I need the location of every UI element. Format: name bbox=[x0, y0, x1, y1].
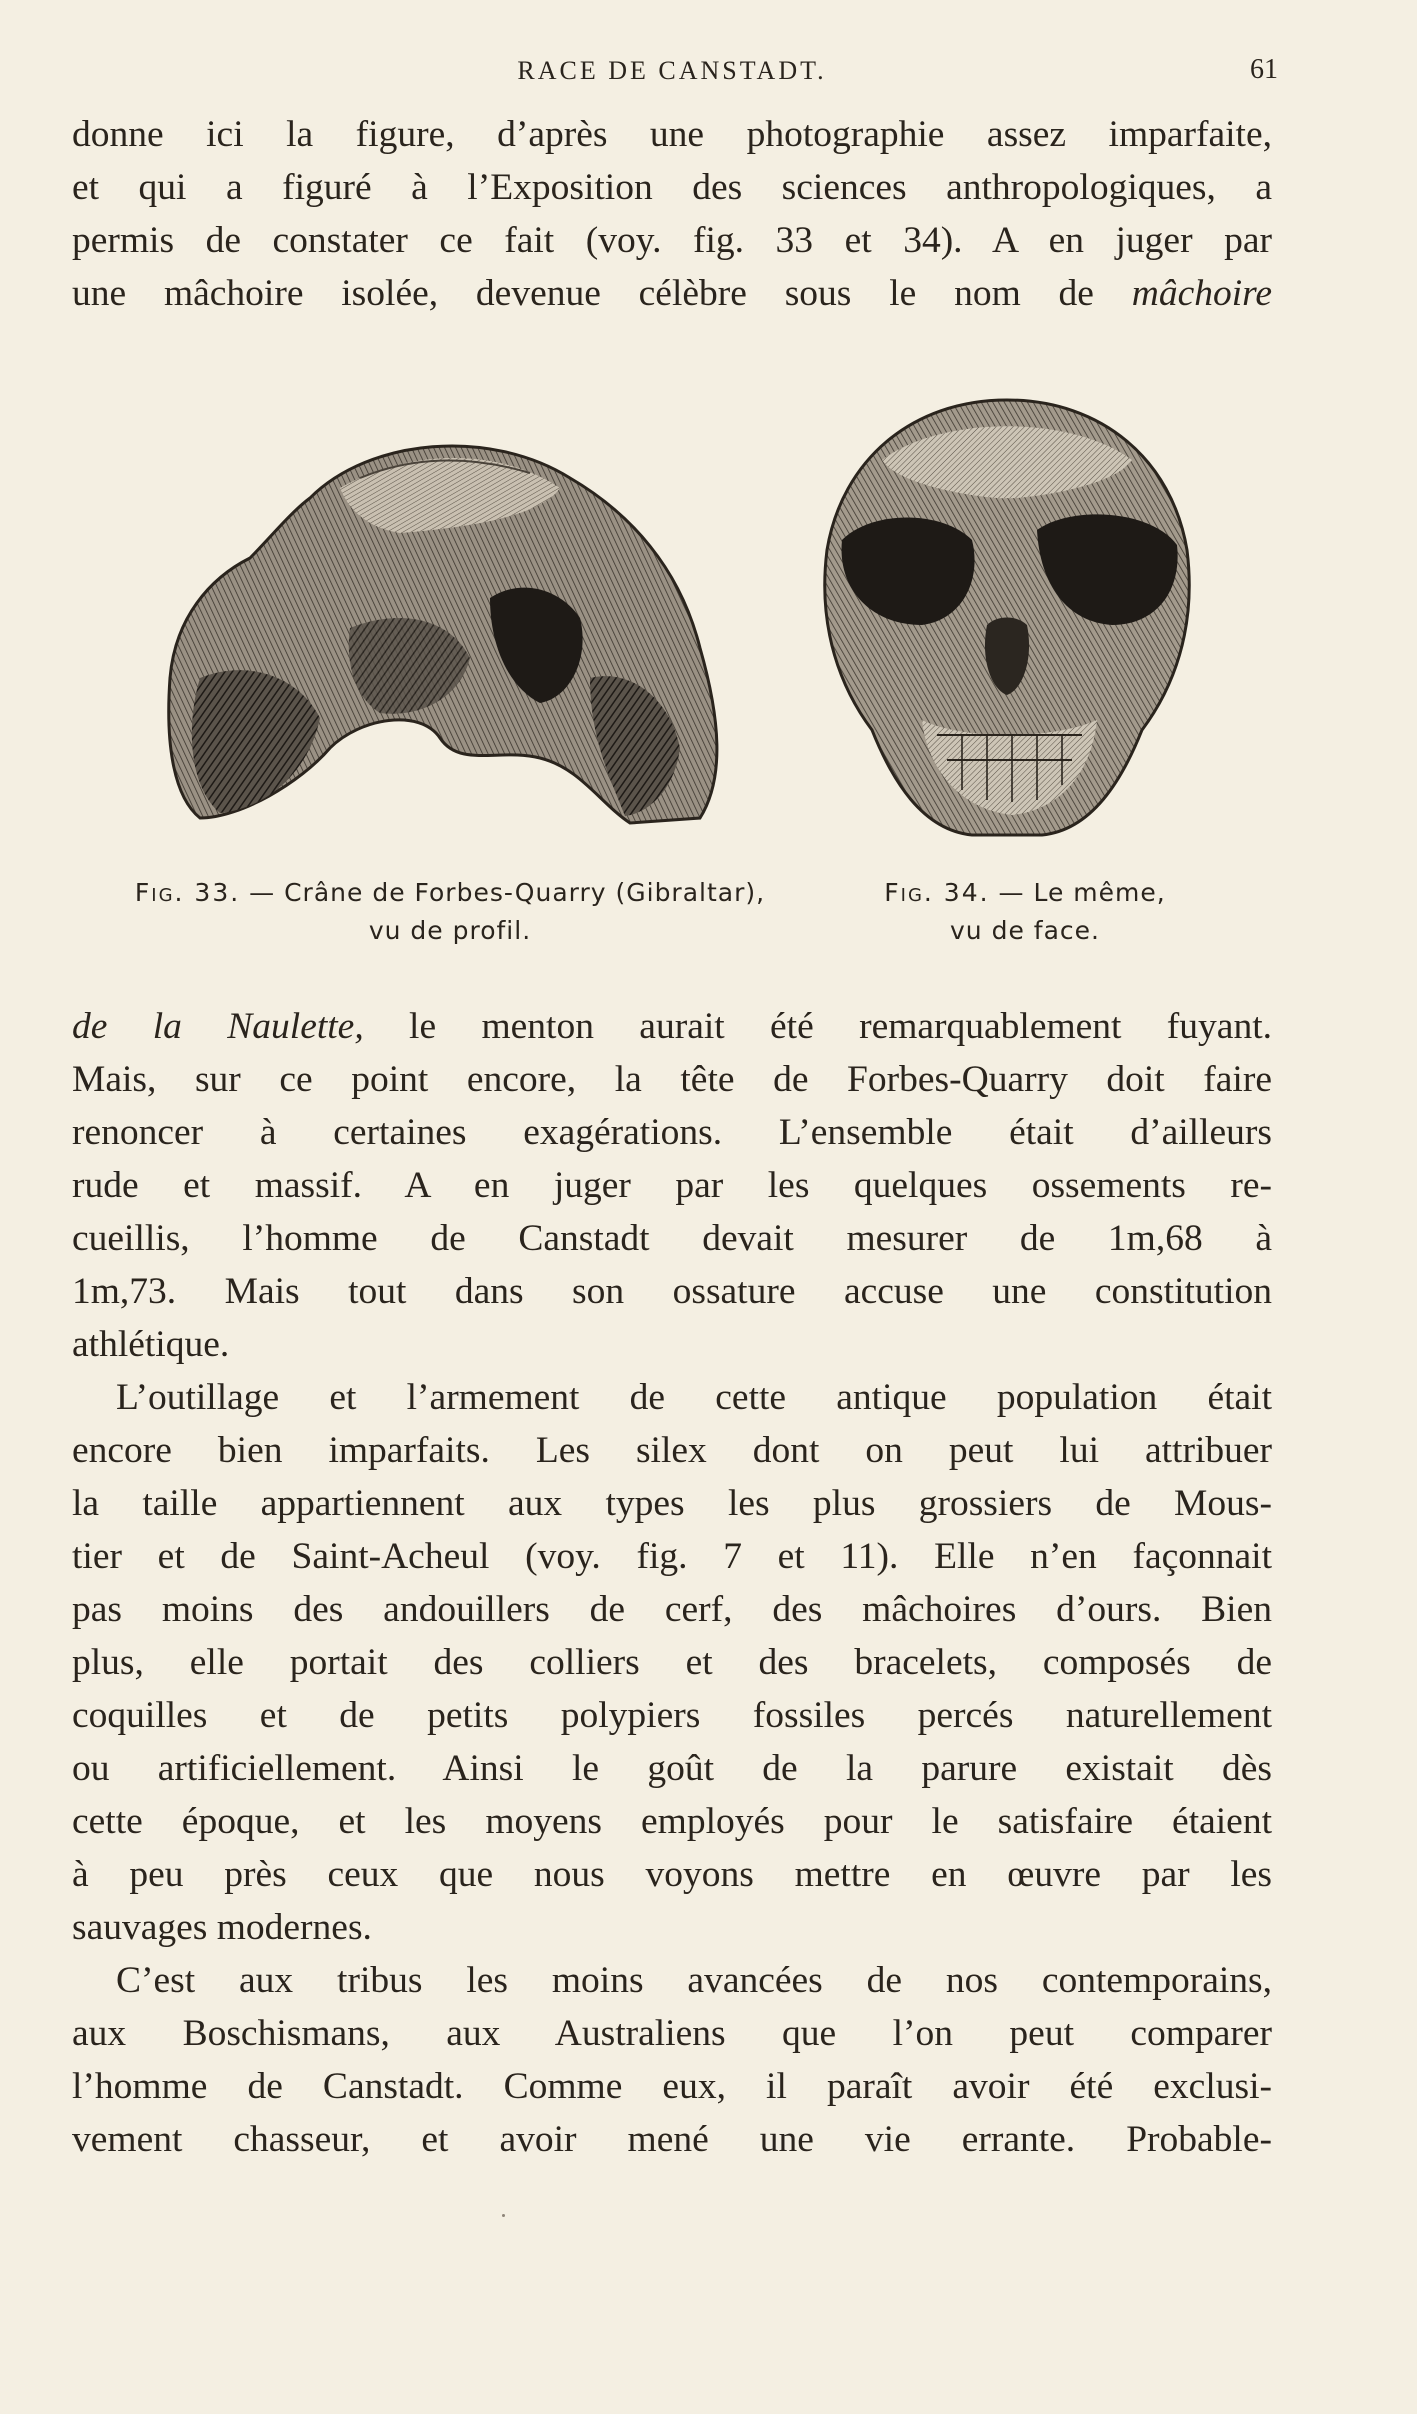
text-line: pas moins des andouillers de cerf, des mâchoires d’ours. Bien bbox=[72, 1589, 1272, 1630]
text-line bbox=[72, 1000, 1272, 1053]
top-paragraph bbox=[72, 108, 1272, 320]
text-line: cette époque, et les moyens employés pour le satisfaire étaient bbox=[72, 1801, 1272, 1842]
text-line: coquilles et de petits polypiers fossiles percés naturellement bbox=[72, 1695, 1272, 1736]
italic-term: de la Naulette, bbox=[72, 1006, 364, 1047]
text-line: l’homme de Canstadt. Comme eux, il paraît avoir été exclusi- bbox=[72, 2066, 1272, 2107]
running-head bbox=[72, 52, 1278, 92]
text-line: cueillis, l’homme de Canstadt devait mesurer de 1m,68 à bbox=[72, 1218, 1272, 1259]
text-line: à peu près ceux que nous voyons mettre en œuvre par les bbox=[72, 1854, 1272, 1895]
text-line: permis de constater ce fait (voy. fig. 33 et 34). A en juger par bbox=[72, 220, 1272, 261]
italic-term: mâchoire bbox=[1131, 273, 1272, 314]
text-line: aux Boschismans, aux Australiens que l’on peut comparer bbox=[72, 2013, 1272, 2054]
text-line: encore bien imparfaits. Les silex dont on peut lui attribuer bbox=[72, 1430, 1272, 1471]
caption-line: vu de profil. bbox=[368, 916, 532, 945]
caption-line bbox=[100, 874, 800, 912]
text-line: ou artificiellement. Ainsi le goût de la parure existait dès bbox=[72, 1748, 1272, 1789]
caption-line: vu de face. bbox=[950, 916, 1100, 945]
caption-line bbox=[830, 874, 1220, 912]
running-title: RACE DE CANSTADT. bbox=[517, 56, 827, 85]
text-line: tier et de Saint-Acheul (voy. fig. 7 et 11). Elle n’en façonnait bbox=[72, 1536, 1272, 1577]
text-segment: une mâchoire isolée, devenue célèbre sous le nom de bbox=[72, 273, 1132, 314]
figure-label: Fig. 33. bbox=[134, 878, 241, 907]
caption-text: — Le même, bbox=[989, 878, 1166, 907]
text-line: plus, elle portait des colliers et des bracelets, composés de bbox=[72, 1642, 1272, 1683]
figure-33-caption bbox=[100, 874, 800, 950]
text-line bbox=[72, 267, 1272, 320]
figure-34-caption bbox=[830, 874, 1220, 950]
text-line: sauvages modernes. bbox=[72, 1907, 372, 1948]
text-line: 1m,73. Mais tout dans son ossature accuse une constitution bbox=[72, 1271, 1272, 1312]
text-line: Mais, sur ce point encore, la tête de Forbes-Quarry doit faire bbox=[72, 1059, 1272, 1100]
print-speck bbox=[502, 2214, 505, 2217]
text-line: la taille appartiennent aux types les plus grossiers de Mous- bbox=[72, 1483, 1272, 1524]
text-line: renoncer à certaines exagérations. L’ensemble était d’ailleurs bbox=[72, 1112, 1272, 1153]
page-number: 61 bbox=[1250, 54, 1278, 85]
skull-profile-figure bbox=[160, 418, 740, 838]
caption-text: — Crâne de Forbes-Quarry (Gibraltar), bbox=[240, 878, 766, 907]
bottom-text bbox=[72, 1000, 1272, 2166]
skull-front-figure bbox=[812, 390, 1202, 840]
figure-label: Fig. 34. bbox=[884, 878, 990, 907]
text-line: et qui a figuré à l’Exposition des sciences anthropologiques, a bbox=[72, 167, 1272, 208]
text-line: donne ici la figure, d’après une photographie assez imparfaite, bbox=[72, 114, 1272, 155]
text-line: rude et massif. A en juger par les quelques ossements re- bbox=[72, 1165, 1272, 1206]
text-line: athlétique. bbox=[72, 1324, 230, 1365]
text-line: vement chasseur, et avoir mené une vie errante. Probable- bbox=[72, 2119, 1272, 2160]
text-segment: le menton aurait été remarquablement fuyant. bbox=[363, 1006, 1272, 1047]
text-line: L’outillage et l’armement de cette antique population était bbox=[116, 1377, 1272, 1418]
text-line: C’est aux tribus les moins avancées de nos contemporains, bbox=[116, 1960, 1272, 2001]
